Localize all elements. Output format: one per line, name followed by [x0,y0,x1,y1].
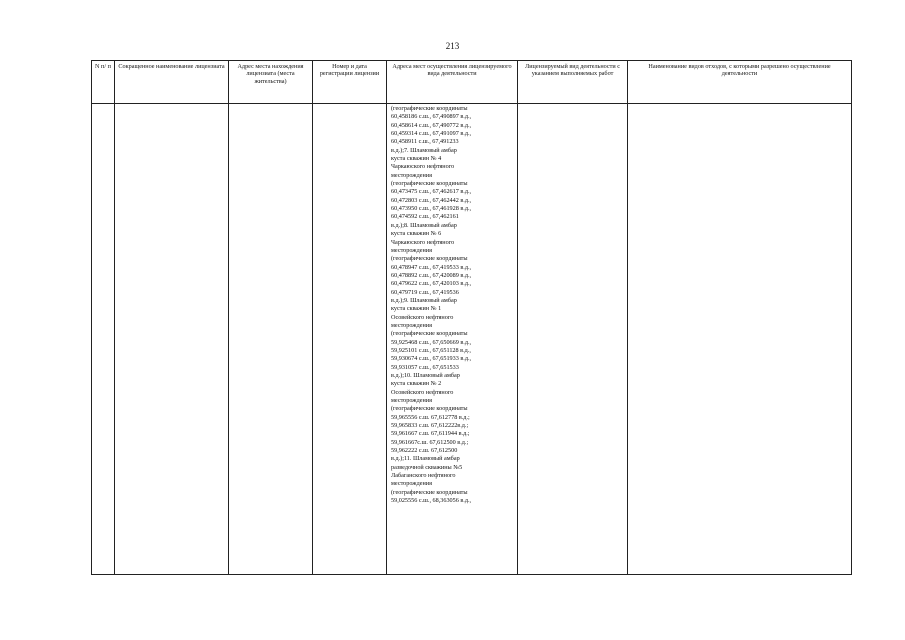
address-line: 60,478947 с.ш., 67,419533 в.д., [391,263,472,271]
address-line: месторождения [391,171,432,179]
address-line: разведочной скважины №5 [391,463,463,471]
header-number: N п/ п [92,61,115,104]
header-license-number-date: Номер и дата регистрации лицензии [313,61,387,104]
address-line: Чаркаюского нефтяного [391,163,455,171]
address-line: 59,965833 с.ш. 67,612222в.д.; [391,422,469,430]
address-line: куста скважин № 2 [391,380,442,388]
address-line: куста скважин № 6 [391,230,442,238]
cell-number [92,104,115,575]
cell-waste-types [628,104,852,575]
address-line: в.д.);11. Шламовый амбар [391,455,460,463]
address-line: в.д.);7. Шламовый амбар [391,146,457,154]
address-line: 59,962222 с.ш. 67,612500 [391,447,458,455]
address-line: 59,930674 с.ш., 67,651933 в.д., [391,355,472,363]
address-line: 59,925468 с.ш., 67,650669 в.д., [391,338,472,346]
address-line: 60,474592 с.ш., 67,462161 [391,213,459,221]
address-line: в.д.);10. Шламовый амбар [391,372,460,379]
address-line: месторождения [391,246,432,254]
header-activity-type: Лицензируемый вид деятельности с указанием выполняемых работ [518,61,628,104]
address-line: 59,965556 с.ш. 67,612778 в.д.; [391,413,470,421]
header-licensee: Сокращенное наименование лицензиата [115,61,229,104]
address-line: Осовейского нефтяного [391,313,454,321]
header-activity-address: Адреса мест осуществления лицензируемого вида деятельности [387,61,518,104]
address-line: 60,473950 с.ш., 67,461928 в.д., [391,205,472,213]
address-line: 60,458911 с.ш., 67,491233 [391,138,459,146]
address-line: месторождения [391,480,432,488]
address-line: 60,458614 с.ш., 67,490772 в.д., [391,121,472,129]
address-line: Лабаганского нефтяного [391,472,456,480]
address-line: (географические координаты [391,488,468,496]
address-line: 60,458186 с.ш., 67,490897 в.д., [391,113,472,121]
address-line: 59,931057 с.ш., 67,651533 [391,363,459,371]
address-line: 59,925101 с.ш., 67,651128 в.д., [391,346,471,354]
address-line: Чаркаюского нефтяного [391,238,455,246]
address-line: месторождения [391,321,432,329]
address-line: (географические координаты [391,330,468,338]
cell-license-number-date [313,104,387,575]
address-line: в.д.);8. Шламовый амбар [391,221,457,229]
cell-licensee [115,104,229,575]
address-line: (географические координаты [391,105,468,112]
license-table [91,60,852,575]
address-line: Осовейского нефтяного [391,388,454,396]
address-line: 60,459314 с.ш., 67,491097 в.д., [391,130,472,138]
address-line: (географические координаты [391,405,468,413]
header-waste-types: Наименование видов отходов, с которыми разрешено осуществление деятельности [628,61,852,104]
address-line: месторождения [391,397,432,405]
address-line: 59,961667 с.ш. 67,611944 в.д.; [391,430,470,438]
address-line: 59,025556 с.ш., 68,363056 в.д., [391,497,472,505]
cell-activity-address [387,104,518,575]
page-number: 213 [445,41,460,51]
table-row [92,104,852,575]
activity-address-text [389,104,515,506]
address-line: 60,479719 с.ш., 67,419536 [391,288,459,296]
address-line: 60,479622 с.ш., 67,420103 в.д., [391,280,472,288]
address-line: куста скважин № 1 [391,305,442,313]
address-line: 59,961667с.ш. 67,612500 в.д.; [391,438,469,446]
header-licensee-address: Адрес места нахождения лицензиата (места жительства) [229,61,313,104]
address-line: (географические координаты [391,255,468,263]
address-line: 60,472803 с.ш., 67,462442 в.д., [391,196,472,204]
address-line: (географические координаты [391,180,468,188]
cell-licensee-address [229,104,313,575]
table-header-row [92,61,852,104]
address-line: в.д.);9. Шламовый амбар [391,296,457,304]
cell-activity-type [518,104,628,575]
address-line: 60,478892 с.ш., 67,420089 в.д., [391,271,472,279]
address-line: 60,473475 с.ш., 67,462617 в.д., [391,188,472,196]
address-line: куста скважин № 4 [391,155,442,163]
